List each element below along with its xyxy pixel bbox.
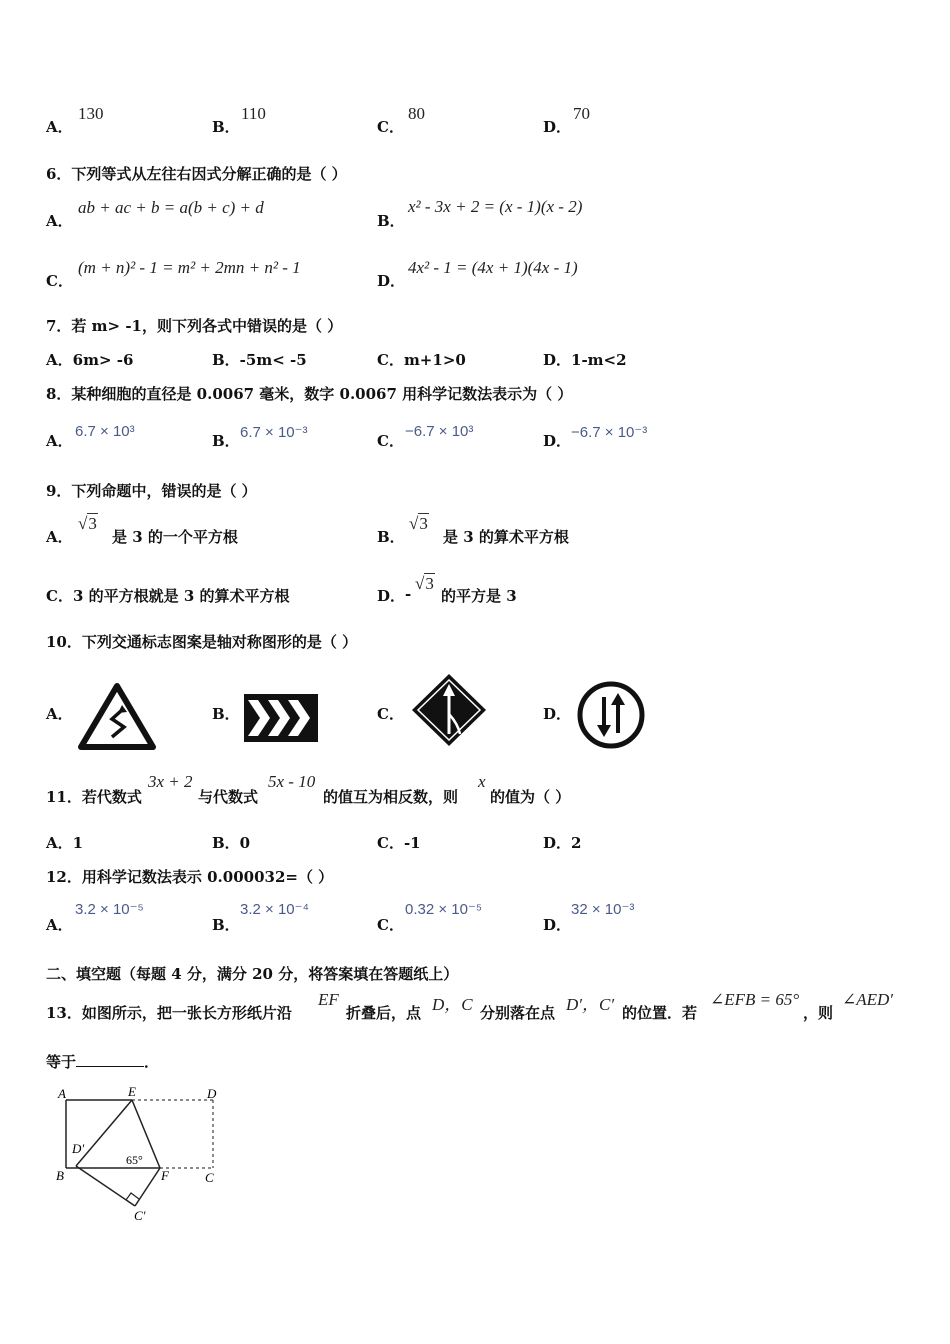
q11-expr-2: 5x - 10: [268, 772, 316, 791]
q13-stem-part5: ，则: [803, 1004, 834, 1022]
q13-folding-figure: [50, 1082, 230, 1222]
q10-option-a-label: A．: [46, 705, 73, 723]
q6-option-a-expr: ab + ac + b = a(b + c) + d: [78, 198, 264, 217]
q13-stem-part2: 折叠后，点: [346, 1004, 422, 1022]
q9-option-d-text: 的平方是 3: [441, 587, 517, 605]
fig-label-d-prime: D′: [72, 1141, 85, 1156]
q10-sign-a-triangle-icon: [78, 683, 156, 751]
q6-option-c-expr: (m + n)² - 1 = m² + 2mn + n² - 1: [78, 258, 301, 277]
q8-stem: 8．某种细胞的直径是 0.0067 毫米，数字 0.0067 用科学记数法表示为（ ）: [46, 385, 573, 403]
q5-option-d-value: 70: [573, 104, 590, 123]
q13-line2-end: ．: [144, 1053, 160, 1071]
q9-option-a-text: 是 3 的一个平方根: [112, 528, 238, 546]
fig-label-angle: 65°: [126, 1153, 143, 1167]
q10-option-b-label: B．: [212, 705, 240, 723]
q13-expr-angle-efb: ∠EFB = 65°: [710, 990, 800, 1009]
q13-stem-part3: 分别落在点: [480, 1004, 556, 1022]
fig-label-d: D: [207, 1086, 217, 1101]
q5-option-c-label: C．: [377, 118, 404, 136]
q8-option-d-label: D．: [543, 432, 572, 450]
q11-option-d: D．2: [543, 834, 582, 852]
q9-option-a-radicand: 3: [88, 514, 97, 533]
fig-label-c: C: [205, 1170, 214, 1185]
q8-option-b-expr: 6.7 × 10⁻³: [240, 424, 308, 441]
q9-option-a-root: √3: [78, 514, 97, 533]
q12-option-c-expr: 0.32 × 10⁻⁵: [405, 901, 483, 918]
q9-option-d-radicand: 3: [425, 574, 434, 593]
q11-expr-1: 3x + 2: [148, 772, 193, 791]
section-2-heading: 二、填空题（每题 4 分，满分 20 分，将答案填在答题纸上）: [46, 965, 459, 983]
q9-stem: 9．下列命题中，错误的是（ ）: [46, 482, 257, 500]
q10-stem: 10．下列交通标志图案是轴对称图形的是（ ）: [46, 633, 358, 651]
q7-option-b: B．-5m< -5: [212, 351, 307, 369]
q9-option-a-label: A．: [46, 528, 73, 546]
q8-option-c-expr: −6.7 × 10³: [405, 423, 474, 440]
q7-option-c: C．m+1>0: [377, 351, 466, 369]
q6-option-b-label: B．: [377, 212, 405, 230]
q6-option-d-label: D．: [377, 272, 406, 290]
q8-option-a-expr: 6.7 × 10³: [75, 423, 135, 440]
q13-expr-ef: EF: [318, 990, 339, 1009]
fig-label-a: A: [58, 1086, 66, 1101]
q9-option-d-label: D．: [377, 587, 406, 605]
q11-stem-part3: 的值互为相反数，则: [323, 788, 459, 806]
q13-expr-angle-aed: ∠AED′: [842, 990, 894, 1009]
q8-option-a-label: A．: [46, 432, 73, 450]
q6-option-a-label: A．: [46, 212, 73, 230]
q10-option-d-label: D．: [543, 705, 572, 723]
q6-option-c-label: C．: [46, 272, 73, 290]
q12-option-c-label: C．: [377, 916, 404, 934]
q12-option-d-label: D．: [543, 916, 572, 934]
q13-line2: [46, 1051, 159, 1072]
q6-option-d-expr: 4x² - 1 = (4x + 1)(4x - 1): [408, 258, 578, 277]
q12-option-b-label: B．: [212, 916, 240, 934]
q9-option-b-radicand: 3: [419, 514, 428, 533]
q12-option-d-expr: 32 × 10⁻³: [571, 901, 635, 918]
q12-option-a-label: A．: [46, 916, 73, 934]
q9-option-d-root: √3: [415, 574, 434, 593]
fig-label-f: F: [161, 1168, 169, 1183]
q10-sign-b-chevron-icon: [244, 694, 318, 742]
fig-label-c-prime: C′: [134, 1208, 146, 1222]
q11-stem-part1: 11．若代数式: [46, 788, 142, 806]
q11-stem-part4: 的值为（ ）: [490, 788, 571, 806]
q9-option-c: C．3 的平方根就是 3 的算术平方根: [46, 587, 290, 605]
q12-stem: 12．用科学记数法表示 0.000032=（ ）: [46, 868, 334, 886]
q5-option-b-label: B．: [212, 118, 240, 136]
q9-option-b-label: B．: [377, 528, 405, 546]
q5-option-b-value: 110: [241, 104, 266, 123]
q8-option-c-label: C．: [377, 432, 404, 450]
q7-option-d: D．1-m<2: [543, 351, 627, 369]
q13-expr-dpcp: D′，C′: [566, 995, 615, 1014]
q9-option-d-sign: -: [405, 585, 412, 603]
q12-option-b-expr: 3.2 × 10⁻⁴: [240, 901, 309, 918]
q12-option-a-expr: 3.2 × 10⁻⁵: [75, 901, 144, 918]
q11-stem-part2: 与代数式: [198, 788, 259, 806]
q13-line2-text: 等于: [46, 1053, 77, 1071]
q8-option-b-label: B．: [212, 432, 240, 450]
q13-answer-blank[interactable]: [76, 1052, 144, 1067]
q6-option-b-expr: x² - 3x + 2 = (x - 1)(x - 2): [408, 197, 583, 216]
q10-sign-d-two-way-arrows-icon: [577, 681, 645, 749]
q10-option-c-label: C．: [377, 705, 404, 723]
q11-option-c: C．-1: [377, 834, 421, 852]
q7-stem: 7．若 m> -1，则下列各式中错误的是（ ）: [46, 317, 343, 335]
q10-sign-c-merge-diamond-icon: [410, 672, 488, 748]
q5-option-a-label: A．: [46, 118, 73, 136]
q9-option-b-text: 是 3 的算术平方根: [443, 528, 569, 546]
q5-option-a-value: 130: [78, 104, 104, 123]
q11-option-b: B．0: [212, 834, 251, 852]
fig-label-b: B: [56, 1168, 64, 1183]
q8-option-d-expr: −6.7 × 10⁻³: [571, 424, 648, 441]
q9-option-b-root: √3: [409, 514, 428, 533]
q6-stem: 6．下列等式从左往右因式分解正确的是（ ）: [46, 165, 347, 183]
fig-label-e: E: [128, 1084, 136, 1099]
q7-option-a: A．6m> -6: [46, 351, 134, 369]
q5-option-c-value: 80: [408, 104, 425, 123]
q11-option-a: A．1: [46, 834, 84, 852]
q11-expr-3: x: [478, 772, 486, 791]
q5-option-d-label: D．: [543, 118, 572, 136]
q13-stem-part4: 的位置．若: [622, 1004, 698, 1022]
q13-stem-part1: 13．如图所示，把一张长方形纸片沿: [46, 1004, 292, 1022]
q13-expr-dc: D，C: [432, 995, 473, 1014]
